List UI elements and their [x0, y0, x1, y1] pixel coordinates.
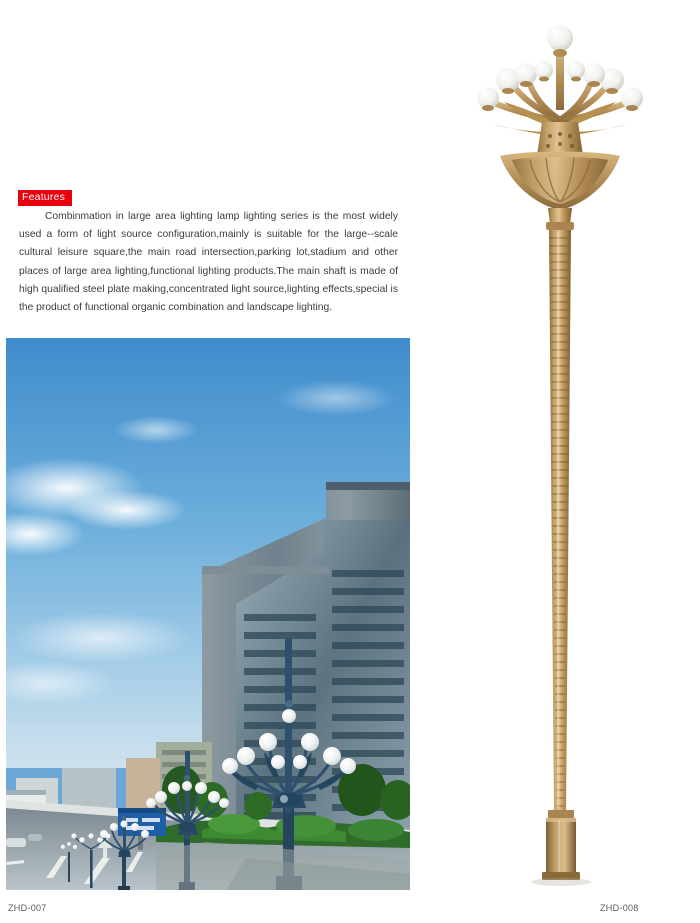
lamp-neck: [546, 208, 574, 230]
lamp-shaft: [549, 230, 571, 810]
product-render: [430, 10, 692, 890]
features-description: Combinmation in large area lighting lamp lighting series is the most widely used a form of light source configuration,mainly is suitable for the large--scale cultural leisure square,the main road intersection,parking lot,stadium and other places of large area lighting,functional lighting products.The main shaft is made of high qualified steel plate making,concentrated light source,lighting effects,special is the product of functional organic combination and landscape lighting.: [19, 211, 398, 314]
caption-right: ZHD-008: [600, 903, 639, 913]
lamp-base: [531, 810, 591, 886]
lamp-crown: [477, 25, 643, 210]
caption-left: ZHD-007: [8, 903, 47, 913]
street-scene-photo: [6, 338, 410, 890]
features-heading: Features: [18, 190, 72, 206]
